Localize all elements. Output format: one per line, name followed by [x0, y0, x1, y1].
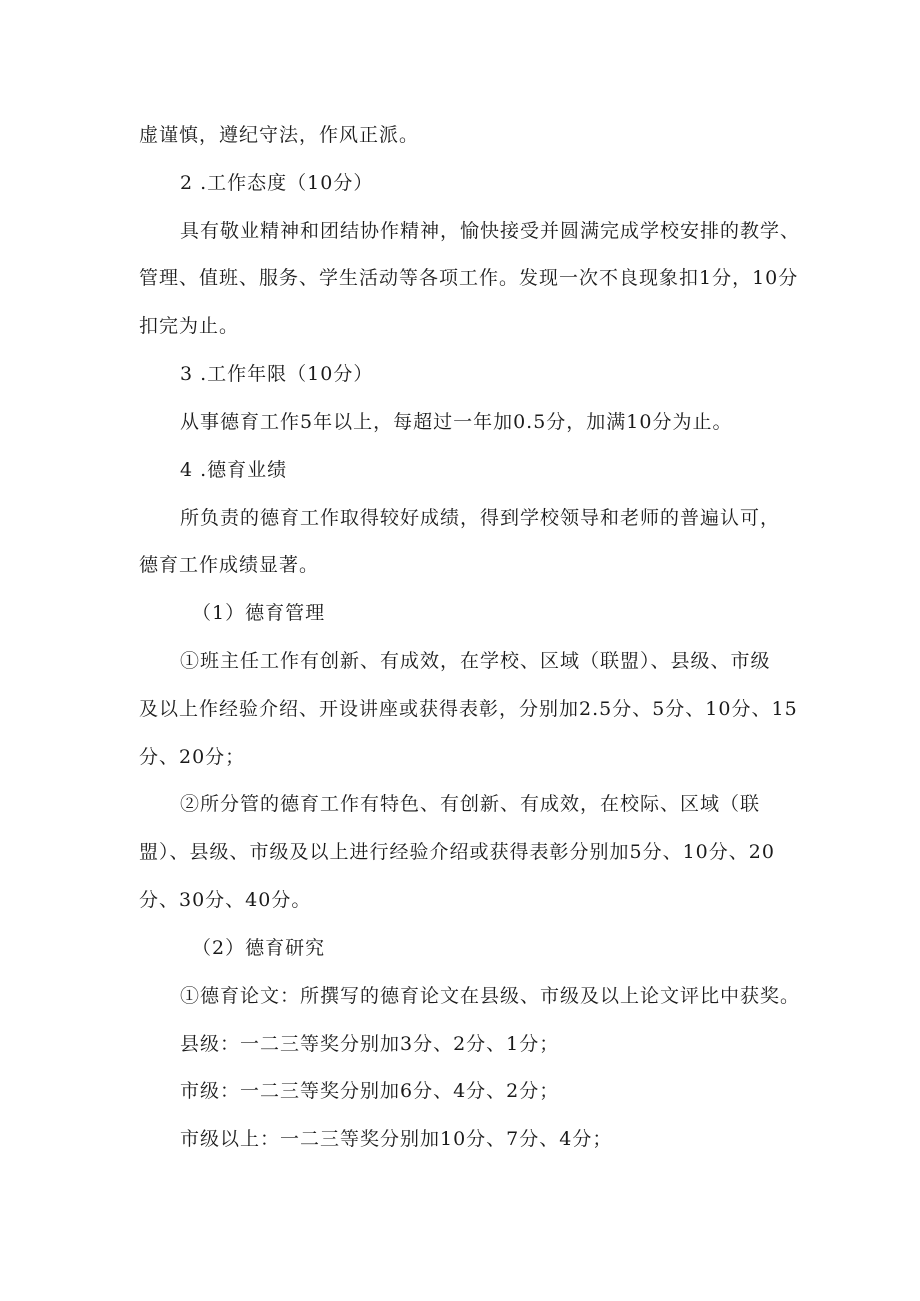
body-line: ①德育论文：所撰写的德育论文在县级、市级及以上论文评比中获奖。	[180, 985, 801, 1007]
body-line: ①班主任工作有创新、有成效，在学校、区域（联盟）、县级、市级	[180, 650, 771, 672]
body-line: 所负责的德育工作取得较好成绩，得到学校领导和老师的普遍认可，	[180, 507, 781, 529]
section-heading: 4 .德育业绩	[180, 459, 288, 481]
body-line: 虚谨慎，遵纪守法，作风正派。	[139, 124, 420, 146]
body-line: 管理、值班、服务、学生活动等各项工作。发现一次不良现象扣1分，10分	[139, 267, 799, 289]
body-line: 分、20分；	[139, 746, 246, 768]
body-line: 市级以上：一二三等奖分别加10分、7分、4分；	[180, 1128, 613, 1150]
body-line: 从事德育工作5年以上，每超过一年加0.5分，加满10分为止。	[180, 411, 733, 433]
body-line: ②所分管的德育工作有特色、有创新、有成效，在校际、区域（联	[180, 793, 761, 815]
body-line: 德育工作成绩显著。	[139, 554, 320, 576]
body-line: 市级：一二三等奖分别加6分、4分、2分；	[180, 1080, 560, 1102]
body-line: 县级：一二三等奖分别加3分、2分、1分；	[180, 1033, 560, 1055]
body-line: 具有敬业精神和团结协作精神，愉快接受并圆满完成学校安排的教学、	[180, 220, 801, 242]
section-heading: 2 .工作态度（10分）	[180, 172, 374, 194]
body-line: 盟）、县级、市级及以上进行经验介绍或获得表彰分别加5分、10分、20	[139, 841, 775, 863]
subsection-heading: （1）德育管理	[192, 602, 326, 624]
body-line: 及以上作经验介绍、开设讲座或获得表彰，分别加2.5分、5分、10分、15	[139, 698, 798, 720]
subsection-heading: （2）德育研究	[192, 937, 326, 959]
body-line: 扣完为止。	[139, 315, 240, 337]
section-heading: 3 .工作年限（10分）	[180, 363, 374, 385]
body-line: 分、30分、40分。	[139, 889, 312, 911]
